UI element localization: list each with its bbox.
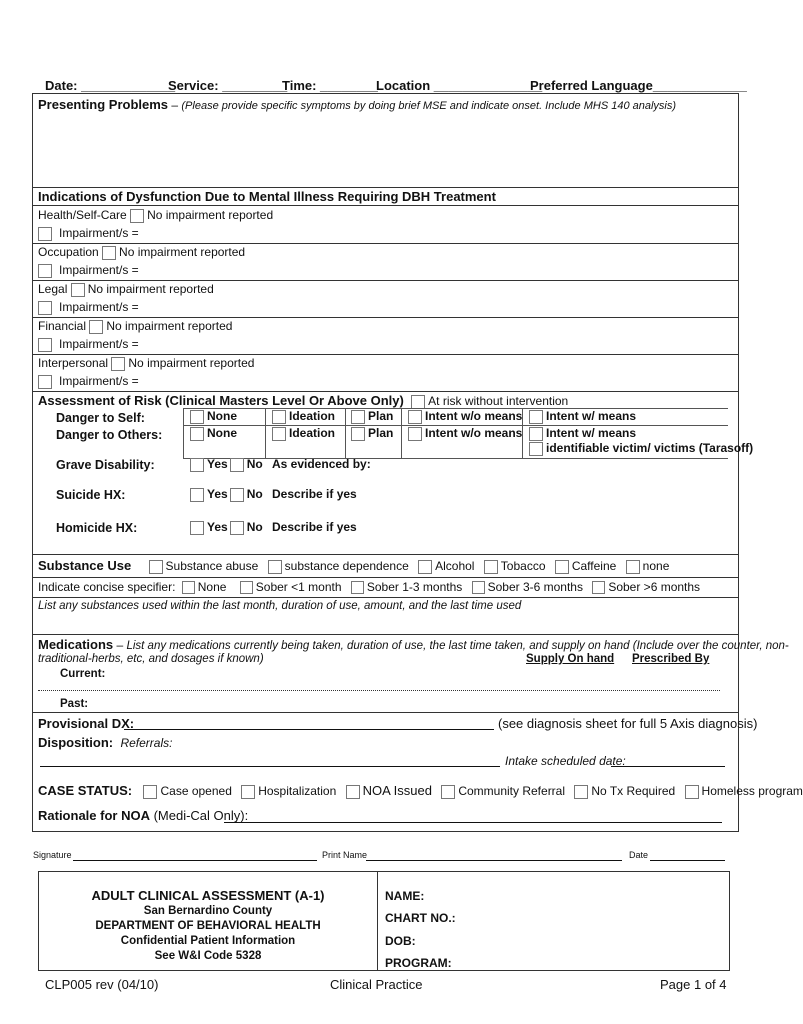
financial-no-impairment-checkbox[interactable] [89, 320, 103, 334]
specifier-row: Indicate concise specifier: None Sober <1 month Sober 1-3 months Sober 3-6 months Sober >6 months [38, 580, 701, 594]
case-status-row: CASE STATUS: Case opened Hospitalization NOA Issued Community Referral No Tx Required Homeless program [38, 783, 803, 798]
financial-row [38, 319, 232, 334]
no-impairment-label: No impairment reported [87, 282, 214, 296]
department-name: DEPARTMENT OF BEHAVIORAL HEALTH [95, 920, 321, 932]
legal-label: Legal [38, 282, 68, 296]
substance-abuse-checkbox[interactable] [149, 560, 163, 574]
grave-no-checkbox[interactable] [230, 458, 244, 472]
health-no-impairment-checkbox[interactable] [130, 209, 144, 223]
wi-code: See W&I Code 5328 [154, 950, 262, 962]
interpersonal-no-impairment-checkbox[interactable] [111, 357, 125, 371]
signature-label: Signature [33, 850, 72, 860]
intake-date-line[interactable] [611, 766, 725, 767]
interpersonal-row [38, 356, 254, 371]
provisional-dx-line[interactable] [124, 729, 494, 730]
occupation-no-impairment-checkbox[interactable] [102, 246, 116, 260]
chart-no-label: CHART NO.: [385, 911, 456, 925]
signature-date-label: Date [629, 850, 649, 860]
name-label: NAME: [385, 889, 425, 903]
homicide-hx-label: Homicide HX: [56, 521, 138, 535]
occupation-row [38, 245, 245, 260]
substance-dependence-checkbox[interactable] [268, 560, 282, 574]
risk-grid-col [401, 408, 402, 458]
health-label: Health/Self-Care [38, 208, 127, 222]
none-checkbox[interactable] [626, 560, 640, 574]
interpersonal-label: Interpersonal [38, 356, 109, 370]
self-intent-wo: Intent w/o means [408, 409, 522, 424]
suicide-yes-no: Yes No [190, 487, 263, 502]
suicide-describe-label: Describe if yes [272, 487, 357, 501]
presenting-problems-area[interactable] [38, 114, 734, 186]
no-impairment-label: No impairment reported [147, 208, 274, 222]
provisional-dx-label: Provisional DX: [38, 716, 135, 731]
rationale-line[interactable] [224, 822, 722, 823]
alcohol-checkbox[interactable] [418, 560, 432, 574]
others-none: None [190, 426, 237, 441]
self-intent-w: Intent w/ means [529, 409, 636, 424]
no-impairment-label: No impairment reported [119, 245, 246, 259]
at-risk-label: At risk without intervention [428, 394, 569, 408]
hospitalization-checkbox[interactable] [241, 785, 255, 799]
homeless-program-checkbox[interactable] [685, 785, 699, 799]
divider [32, 317, 739, 318]
risk-grid-col [183, 408, 184, 458]
divider [32, 243, 739, 244]
past-meds-label: Past: [60, 698, 89, 710]
self-plan-checkbox[interactable] [351, 410, 365, 424]
county-name: San Bernardino County [143, 905, 273, 917]
community-referral-checkbox[interactable] [441, 785, 455, 799]
specifier-sober-1-3-checkbox[interactable] [351, 581, 364, 594]
current-meds-label: Current: [60, 668, 106, 680]
dysfunction-heading: Indications of Dysfunction Due to Mental Illness Requiring DBH Treatment [38, 189, 496, 204]
others-intent-w: Intent w/ means [529, 426, 636, 441]
location-field[interactable]: Location _______________ [376, 78, 543, 93]
homicide-yes-no: Yes No [190, 520, 263, 535]
legal-row [38, 282, 214, 297]
interpersonal-impairment-checkbox[interactable] [38, 375, 52, 389]
others-intent-wo: Intent w/o means [408, 426, 522, 441]
meds-divider [38, 690, 720, 691]
no-impairment-label: No impairment reported [106, 319, 233, 333]
specifier-none-checkbox[interactable] [182, 581, 195, 594]
occupation-label: Occupation [38, 245, 99, 259]
risk-heading-row [38, 393, 568, 409]
suicide-yes-checkbox[interactable] [190, 488, 204, 502]
others-none-checkbox[interactable] [190, 427, 204, 441]
self-intent-w-checkbox[interactable] [529, 410, 543, 424]
supply-on-hand-header: Supply On hand [526, 653, 615, 665]
danger-to-self-label: Danger to Self: [56, 411, 145, 425]
divider [32, 280, 739, 281]
time-field[interactable]: Time: ________ [282, 78, 378, 93]
impairment-label: Impairment/s = [59, 337, 139, 351]
financial-impairment-row [38, 337, 139, 352]
specifier-sober-gt6-checkbox[interactable] [592, 581, 605, 594]
caffeine-checkbox[interactable] [555, 560, 569, 574]
form-revision: CLP005 rev (04/10) [45, 977, 159, 992]
divider [32, 187, 739, 188]
health-row [38, 208, 273, 223]
others-plan-checkbox[interactable] [351, 427, 365, 441]
self-ideation-checkbox[interactable] [272, 410, 286, 424]
divider [32, 354, 739, 355]
danger-to-others-label: Danger to Others: [56, 428, 163, 442]
grave-disability-label: Grave Disability: [56, 458, 155, 472]
risk-grid-line [183, 458, 728, 459]
substance-list-instruction: List any substances used within the last month, duration of use, amount, and the last time used [38, 600, 522, 612]
others-ideation-checkbox[interactable] [272, 427, 286, 441]
date-field[interactable]: Date: _____________ [45, 78, 176, 93]
impairment-label: Impairment/s = [59, 300, 139, 314]
referrals-line[interactable] [40, 766, 500, 767]
specifier-sober-lt1-checkbox[interactable] [240, 581, 253, 594]
presenting-problems-heading: Presenting Problems – (Please provide specific symptoms by doing brief MSE and indicate onset. Include MHS 140 analysis) [38, 97, 677, 112]
others-plan: Plan [351, 426, 393, 441]
noa-issued-checkbox[interactable] [346, 785, 360, 799]
homicide-no-checkbox[interactable] [230, 521, 244, 535]
divider [32, 205, 739, 206]
no-impairment-label: No impairment reported [128, 356, 255, 370]
divider [32, 554, 739, 555]
self-none-checkbox[interactable] [190, 410, 204, 424]
others-intent-wo-checkbox[interactable] [408, 427, 422, 441]
suicide-no-checkbox[interactable] [230, 488, 244, 502]
case-opened-checkbox[interactable] [143, 785, 157, 799]
others-intent-w-checkbox[interactable] [529, 427, 543, 441]
print-name-label: Print Name [322, 850, 368, 860]
self-intent-wo-checkbox[interactable] [408, 410, 422, 424]
grave-yes-no: Yes No [190, 457, 263, 472]
financial-impairment-checkbox[interactable] [38, 338, 52, 352]
tobacco-checkbox[interactable] [484, 560, 498, 574]
self-ideation: Ideation [272, 409, 335, 424]
financial-label: Financial [38, 319, 87, 333]
health-impairment-row [38, 226, 139, 241]
disposition-label: Disposition: [38, 735, 114, 750]
legal-impairment-row [38, 300, 139, 315]
service-field[interactable]: Service: _________ [168, 78, 288, 93]
program-label: PROGRAM: [385, 956, 452, 970]
impairment-label: Impairment/s = [59, 263, 139, 277]
preferred-language-field[interactable]: Preferred Language_____________ [530, 78, 747, 93]
substance-row: Substance Use Substance abuse substance dependence Alcohol Tobacco Caffeine none [38, 558, 670, 573]
interpersonal-impairment-row [38, 374, 139, 389]
others-ideation: Ideation [272, 426, 335, 441]
print-name-line[interactable] [366, 860, 622, 861]
suicide-hx-label: Suicide HX: [56, 488, 126, 502]
referrals-label: Referrals: [120, 736, 173, 750]
homicide-describe-label: Describe if yes [272, 520, 357, 534]
case-status-label: CASE STATUS: [38, 783, 133, 798]
homicide-yes-checkbox[interactable] [190, 521, 204, 535]
occupation-impairment-row [38, 263, 139, 278]
tarasoff: identifiable victim/ victims (Tarasoff) [529, 441, 753, 456]
patient-info-divider [377, 871, 378, 971]
legal-impairment-checkbox[interactable] [38, 301, 52, 315]
tarasoff-checkbox[interactable] [529, 442, 543, 456]
legal-no-impairment-checkbox[interactable] [71, 283, 85, 297]
dob-label: DOB: [385, 934, 416, 948]
divider [32, 577, 739, 578]
footer-center-text: Clinical Practice [330, 977, 423, 992]
at-risk-checkbox[interactable] [411, 395, 425, 409]
signature-line[interactable] [73, 860, 317, 861]
impairment-label: Impairment/s = [59, 374, 139, 388]
page-number: Page 1 of 4 [660, 977, 727, 992]
occupation-impairment-checkbox[interactable] [38, 264, 52, 278]
impairment-label: Impairment/s = [59, 226, 139, 240]
divider [32, 634, 739, 635]
divider [32, 391, 739, 392]
grave-evidenced-label: As evidenced by: [272, 457, 371, 471]
medications-instruction-2: traditional-herbs, etc, and dosages if known) [38, 653, 264, 665]
intake-scheduled-label: Intake scheduled date: [505, 754, 626, 768]
specifier-sober-3-6-checkbox[interactable] [472, 581, 485, 594]
prescribed-by-header: Prescribed By [632, 653, 710, 665]
confidential-notice: Confidential Patient Information [120, 935, 296, 947]
form-title: ADULT CLINICAL ASSESSMENT (A-1) [91, 888, 325, 903]
grave-yes-checkbox[interactable] [190, 458, 204, 472]
signature-date-line[interactable] [650, 860, 725, 861]
no-tx-required-checkbox[interactable] [574, 785, 588, 799]
health-impairment-checkbox[interactable] [38, 227, 52, 241]
self-none: None [190, 409, 237, 424]
see-diagnosis-sheet: (see diagnosis sheet for full 5 Axis diagnosis) [498, 716, 758, 731]
disposition-row [38, 735, 172, 750]
divider [32, 712, 739, 713]
rationale-row: Rationale for NOA (Medi-Cal Only): [38, 808, 249, 823]
self-plan: Plan [351, 409, 393, 424]
risk-grid-col [345, 408, 346, 458]
risk-heading: Assessment of Risk (Clinical Masters Level Or Above Only) [38, 393, 404, 408]
divider [32, 597, 739, 598]
medications-heading: Medications – List any medications currently being taken, duration of use, the last time taken, and supply on hand (Include over the counter, non- [38, 637, 789, 652]
substance-heading: Substance Use [38, 558, 132, 573]
risk-grid-col [265, 408, 266, 458]
